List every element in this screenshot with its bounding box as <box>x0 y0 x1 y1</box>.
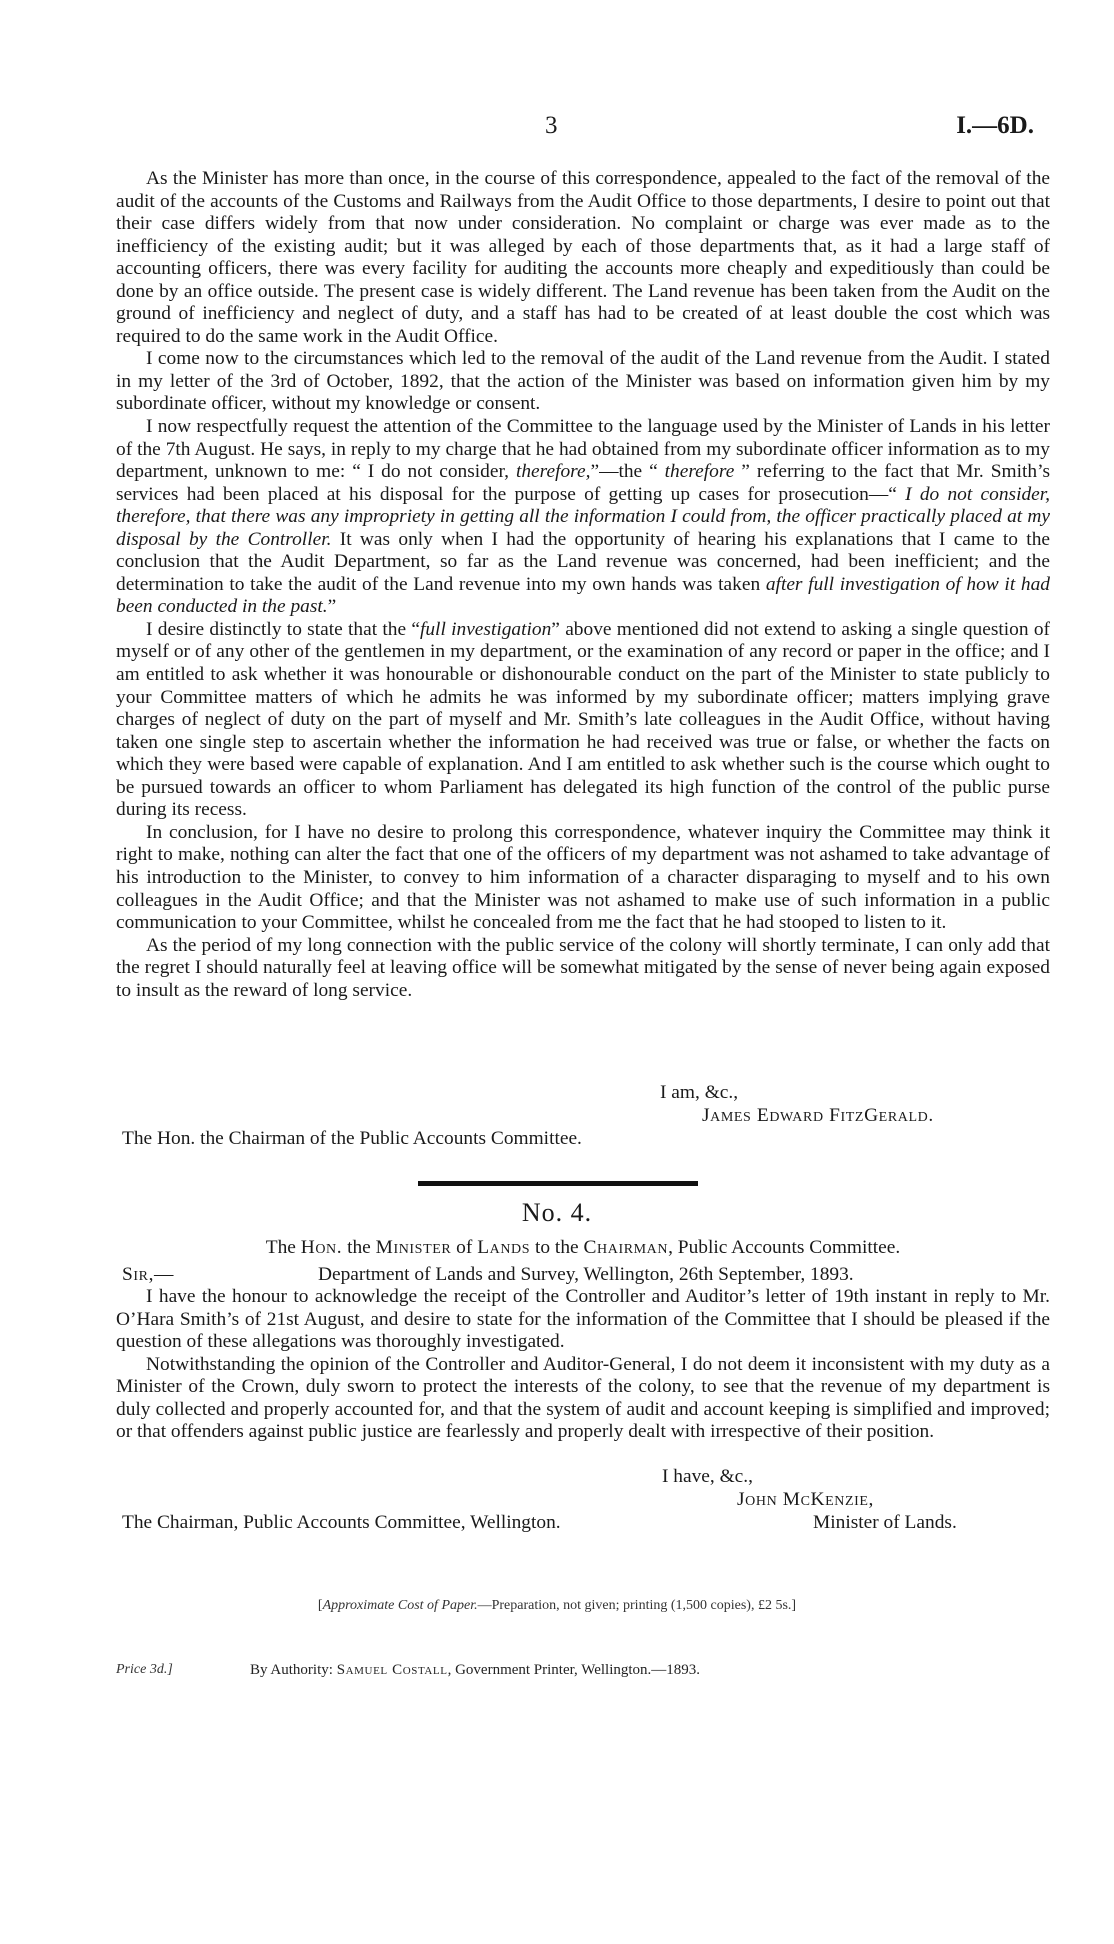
text-run: Notwithstanding the opinion of the Controller and Auditor-General, I do not deem it inconsistent with my duty as a Minister of the Crown, duly sworn to protect the interests of the colony, to see that the revenue of my department is duly collected and properly accounted for, and that the system of audit and account keeping is simplified and improved; or that offenders against public justice are fearlessly and properly dealt with irrespective of their position. <box>116 1353 1050 1443</box>
text-run: ”—the “ <box>590 461 665 483</box>
section-divider <box>418 1181 698 1186</box>
letter-4-heading: No. 4. <box>521 1198 593 1227</box>
document-reference: I.—6D. <box>956 112 1034 139</box>
italic-run: therefore, <box>515 461 591 483</box>
page-number: 3 <box>545 112 558 139</box>
letter-3-paragraph <box>116 168 1050 348</box>
letter-3-paragraph <box>116 416 1050 619</box>
letter-3-paragraph <box>116 935 1050 1003</box>
letter-4-addressee: The Chairman, Public Accounts Committee, Wellington. <box>122 1512 561 1533</box>
subheading-run: the <box>342 1237 376 1258</box>
italic-run: I do not consider, therefore, that there was any impropriety in getting all the information I could from, the officer practically placed at my disposal by the Controller. <box>116 483 1050 550</box>
letter-3-paragraph <box>116 822 1050 935</box>
subheading-run: of <box>451 1237 478 1258</box>
letter-4-paragraph <box>116 1354 1050 1444</box>
letter-3-addressee: The Hon. the Chairman of the Public Accounts Committee. <box>122 1128 582 1149</box>
letter-4-salutation: Sir,— <box>122 1264 175 1285</box>
text-run: As the period of my long connection with the public service of the colony will shortly terminate, I can only add that the regret I should naturally feel at leaving office will be somewhat mitigated by the sense of never being again exposed to insult as the reward of long service. <box>116 934 1050 1001</box>
italic-run: full investigation <box>419 618 552 640</box>
letter-4-title: Minister of Lands. <box>813 1512 957 1533</box>
italic-run: after full investigation of how it had been conducted in the past. <box>116 573 1050 618</box>
text-run: I have the honour to acknowledge the receipt of the Controller and Auditor’s letter of 19th instant in reply to Mr. O’Hara Smith’s of 21st August, and desire to state for the information of the Committee that I should be pleased if the question of these allegations was thoroughly investigated. <box>116 1286 1050 1353</box>
letter-3-closing: I am, &c., <box>660 1082 739 1103</box>
cost-footnote: [Approximate Cost of Paper.—Preparation, not given; printing (1,500 copies), £2 5s.] <box>317 1598 797 1613</box>
price-note: Price 3d.] <box>116 1662 173 1677</box>
cost-label: Approximate Cost of Paper. <box>322 1598 478 1613</box>
subheading-run: Hon. <box>300 1237 343 1258</box>
letter-4-paragraph <box>116 1286 1050 1354</box>
letter-3-signature: James Edward FitzGerald. <box>702 1105 934 1126</box>
text-run: I desire distinctly to state that the “ <box>146 618 420 640</box>
letter-4-address-date: Department of Lands and Survey, Wellington, 26th September, 1893. <box>318 1264 854 1285</box>
printer-imprint <box>250 1662 700 1679</box>
subheading-run: Chairman <box>583 1237 669 1258</box>
text-run: ” above mentioned did not extend to asking a single question of myself or of any other of the gentlemen in my department, or the examination of any record or paper in the office; and I am entitled to ask whether it was honourable or dishonourable conduct on the part of the Minister to state publicly to your Committee matters of which he admits he was informed by my subordinate officer; matters implying grave charges of neglect of duty on the part of myself and Mr. Smith’s late colleagues in the Audit Office, without having taken one single step to ascertain whether the information he had received was true or false, or whether the facts on which they were based were capable of explanation. And I am entitled to ask whether such is the course which ought to be pursued towards an officer to whom Parliament has delegated its high function of the control of the public purse during its recess. <box>116 618 1050 821</box>
printer-prefix: By Authority: <box>250 1662 337 1678</box>
letter-4-body <box>116 1286 1050 1444</box>
printer-suffix: , Government Printer, Wellington.—1893. <box>447 1662 701 1678</box>
subheading-run: to the <box>530 1237 584 1258</box>
letter-4-closing: I have, &c., <box>662 1466 753 1487</box>
text-run: ” referring to the fact that Mr. Smith’s services had been placed at his disposal for the purpose of getting up cases for prosecution—“ <box>116 461 1051 505</box>
letter-4-signature: John McKenzie, <box>737 1489 874 1510</box>
text-run: ” <box>327 596 337 618</box>
text-run: It was only when I had the opportunity of hearing his explanations that I came to the conclusion that the Audit Department, so far as the Land revenue was concerned, had been inefficient; and the determination to take the audit of the Land revenue into my own hands was taken <box>116 528 1050 595</box>
letter-3-body <box>116 168 1050 1002</box>
letter-4-subheading <box>116 1237 1050 1259</box>
letter-3-paragraph <box>116 619 1050 822</box>
subheading-run: Minister <box>375 1237 452 1258</box>
subheading-run: Lands <box>477 1237 531 1258</box>
text-run: I come now to the circumstances which led to the removal of the audit of the Land revenue from the Audit. I stated in my letter of the 3rd of October, 1892, that the action of the Minister was based on information given him by my subordinate officer, without my knowledge or consent. <box>116 348 1050 415</box>
text-run: I now respectfully request the attention of the Committee to the language used by the Minister of Lands in his letter of the 7th August. He says, in reply to my charge that he had obtained from my subordinate officer information as to my department, unknown to me: “ I do not consider, <box>116 416 1050 483</box>
letter-3-paragraph <box>116 348 1050 416</box>
text-run: As the Minister has more than once, in the course of this correspondence, appealed to the fact of the removal of the audit of the accounts of the Customs and Railways from the Audit Office to those departments, I desire to point out that their case differs widely from that now under consideration. No complaint or charge was ever made as to the inefficiency of the existing audit; but it was alleged by each of those departments that, as it had a large staff of accounting officers, there was every facility for auditing the accounts more cheaply and expeditiously than could be done by an office outside. The present case is widely different. The Land revenue has been taken from the Audit on the ground of inefficiency and neglect of duty, and a staff has had to be created of at least double the cost which was required to do the same work in the Audit Office. <box>116 168 1050 347</box>
italic-run: therefore <box>664 461 735 483</box>
subheading-run: The <box>265 1237 301 1258</box>
cost-text: —Preparation, not given; printing (1,500 copies), £2 5s. <box>477 1598 792 1613</box>
text-run: In conclusion, for I have no desire to prolong this correspondence, whatever inquiry the Committee may think it right to make, nothing can alter the fact that one of the officers of my department was not ashamed to take advantage of his introduction to the Minister, to convey to him information of a character disparaging to myself and to his own colleagues in the Audit Office; and that the Minister was not ashamed to make use of such information in a public communication to your Committee, whilst he concealed from me the fact that he had stooped to listen to it. <box>116 821 1050 934</box>
printer-name: Samuel Costall <box>336 1662 448 1678</box>
subheading-run: , Public Accounts Committee. <box>668 1237 901 1258</box>
